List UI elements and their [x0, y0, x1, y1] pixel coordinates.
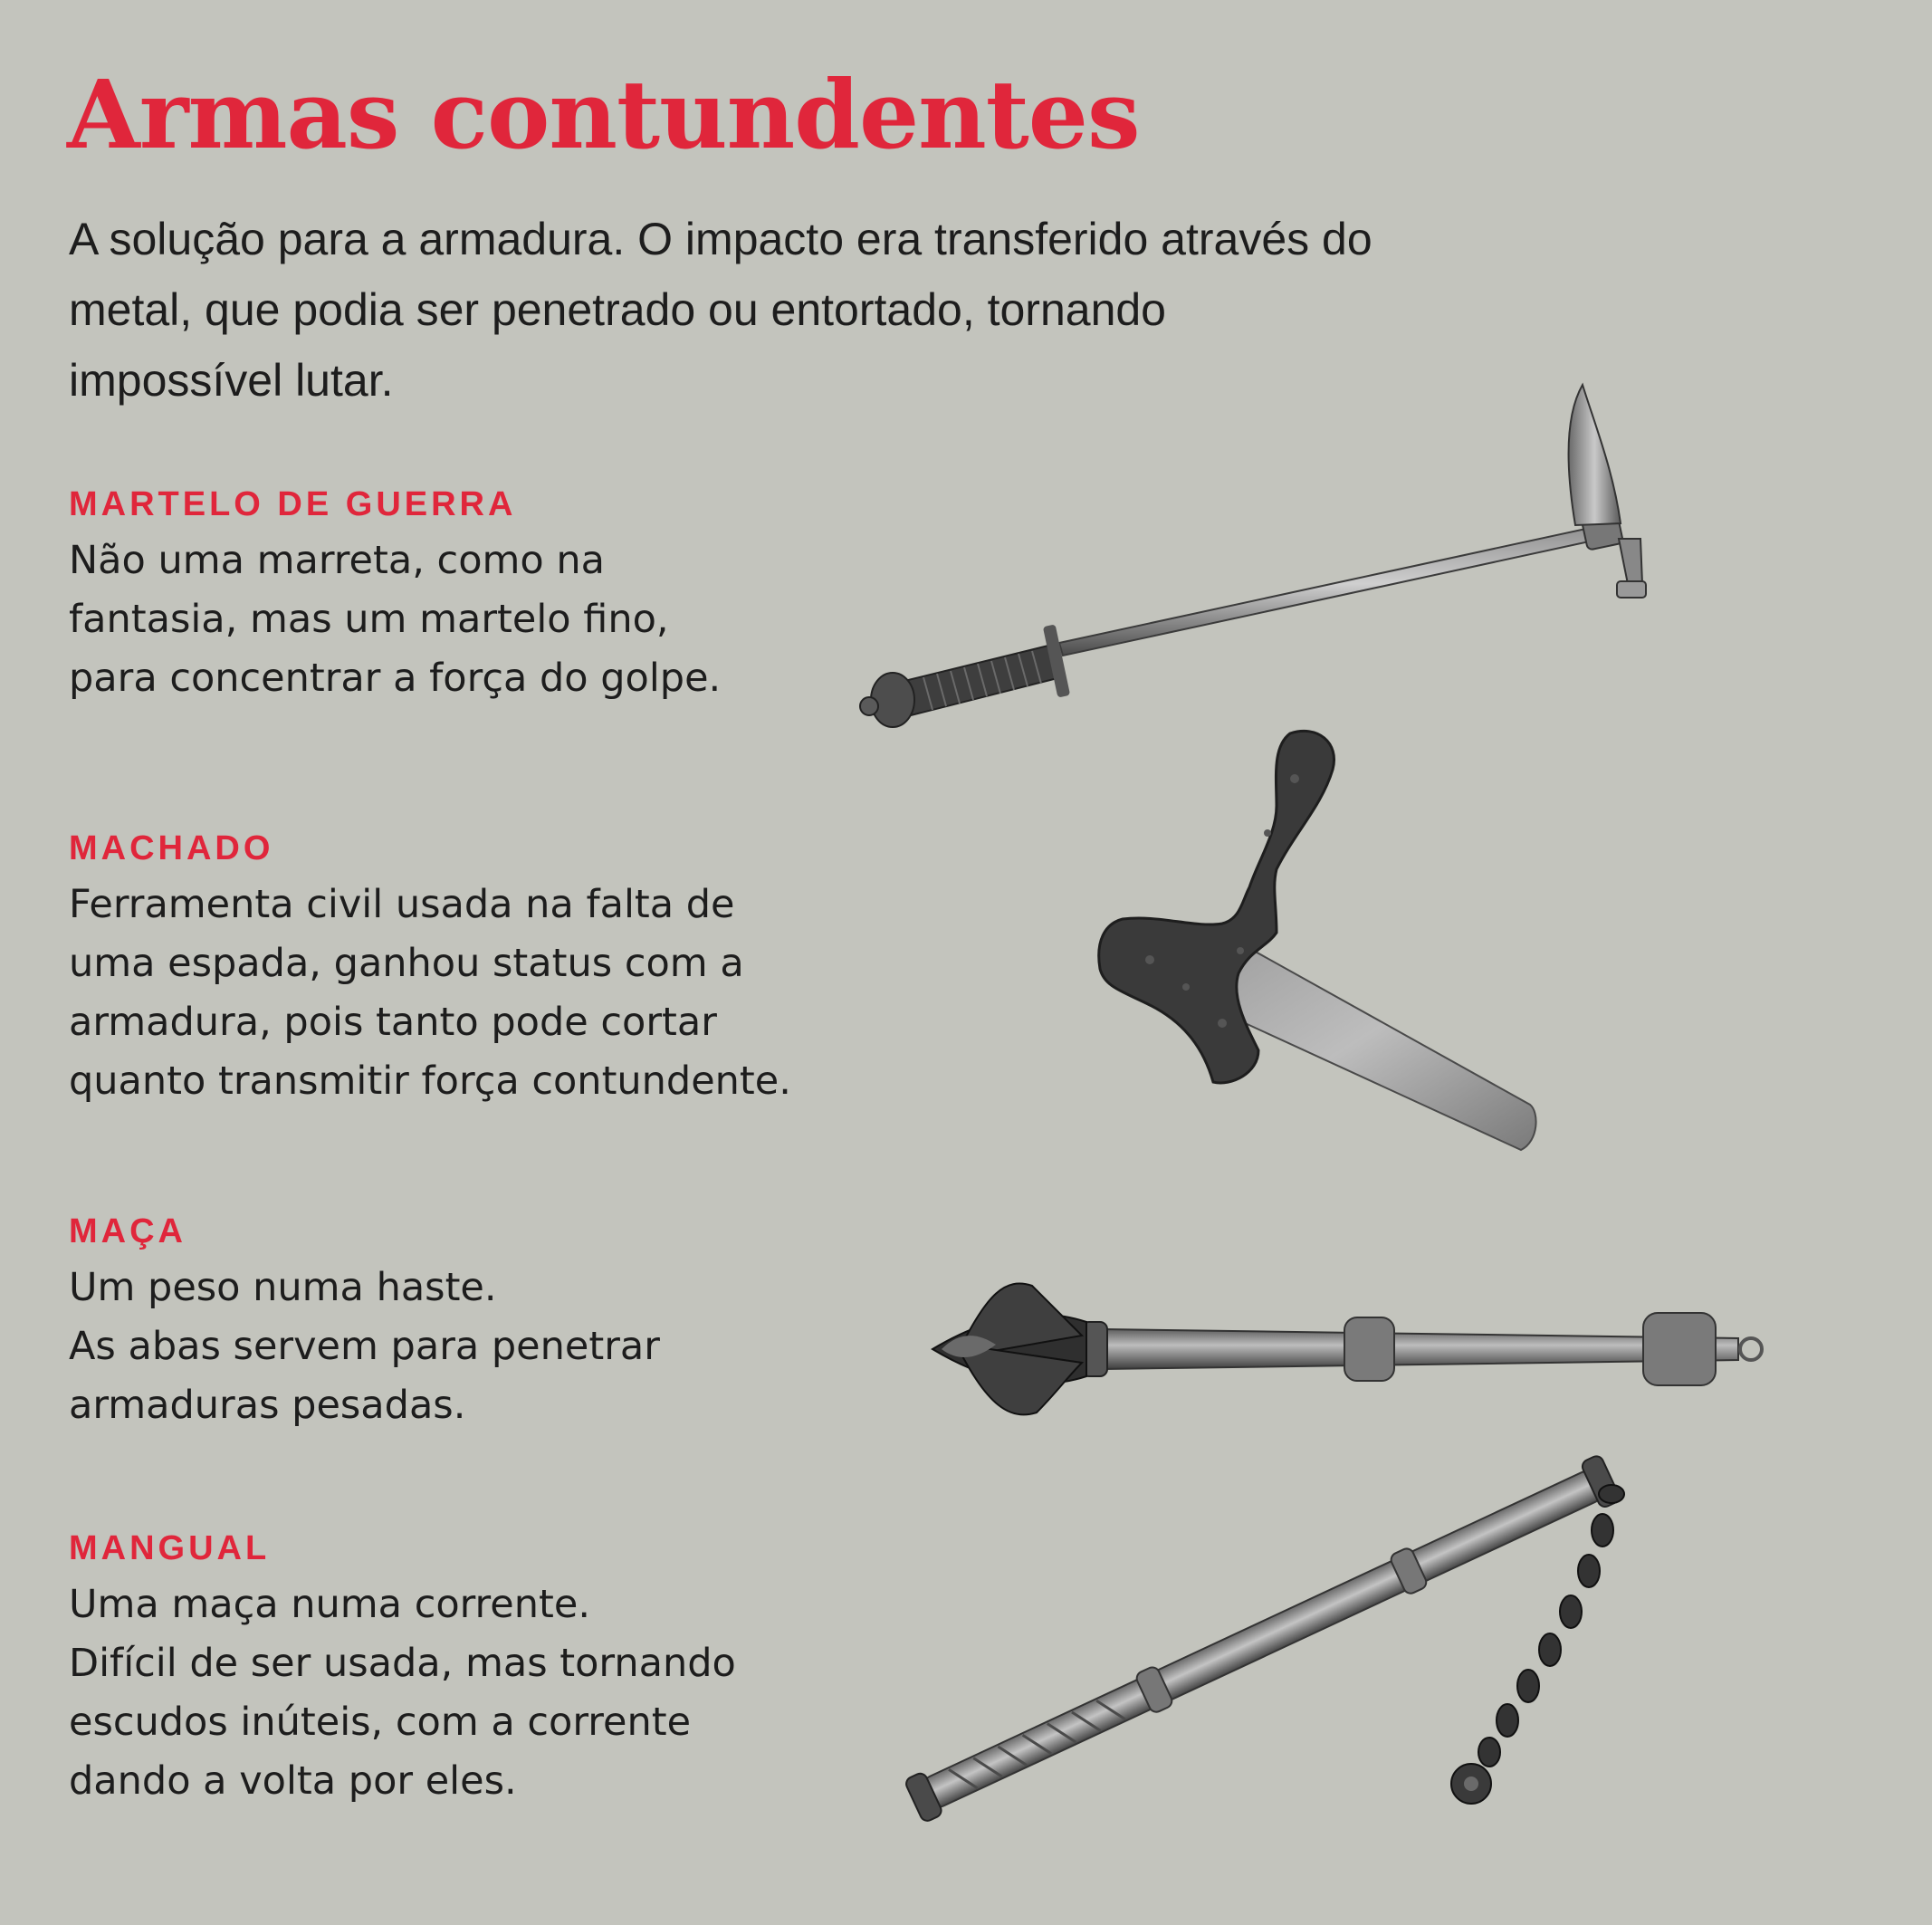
section-text-flail: Uma maça numa corrente. Difícil de ser usada, mas tornando escudos inúteis, com a corrente dando a volta por eles.	[69, 1582, 736, 1804]
section-flail	[69, 1521, 884, 1811]
section-heading-flail: MANGUAL	[69, 1529, 271, 1567]
intro-paragraph: A solução para a armadura. O impacto era transferido através do metal, que podia ser penetrado ou entortado, tornando impossível lutar.	[69, 214, 1372, 406]
section-war-hammer	[69, 477, 884, 708]
axe-illustration	[1005, 724, 1566, 1159]
section-heading-axe: MACHADO	[69, 829, 274, 867]
section-mace	[69, 1204, 884, 1435]
flail-illustration	[869, 1458, 1666, 1820]
page-title: Armas contundentes	[67, 59, 1140, 170]
section-text-mace: Um peso numa haste. As abas servem para penetrar armaduras pesadas.	[69, 1265, 660, 1428]
section-heading-mace: MAÇA	[69, 1212, 187, 1250]
section-axe	[69, 821, 884, 1111]
section-text-axe: Ferramenta civil usada na falta de uma espada, ganhou status com a armadura, pois tanto pode cortar quanto transmitir força contundente.	[69, 882, 791, 1104]
mace-illustration	[923, 1268, 1774, 1431]
section-heading-war-hammer: MARTELO DE GUERRA	[69, 485, 517, 523]
section-text-war-hammer: Não uma marreta, como na fantasia, mas um martelo fino, para concentrar a força do golpe.	[69, 538, 722, 701]
war-hammer-illustration	[851, 371, 1684, 733]
